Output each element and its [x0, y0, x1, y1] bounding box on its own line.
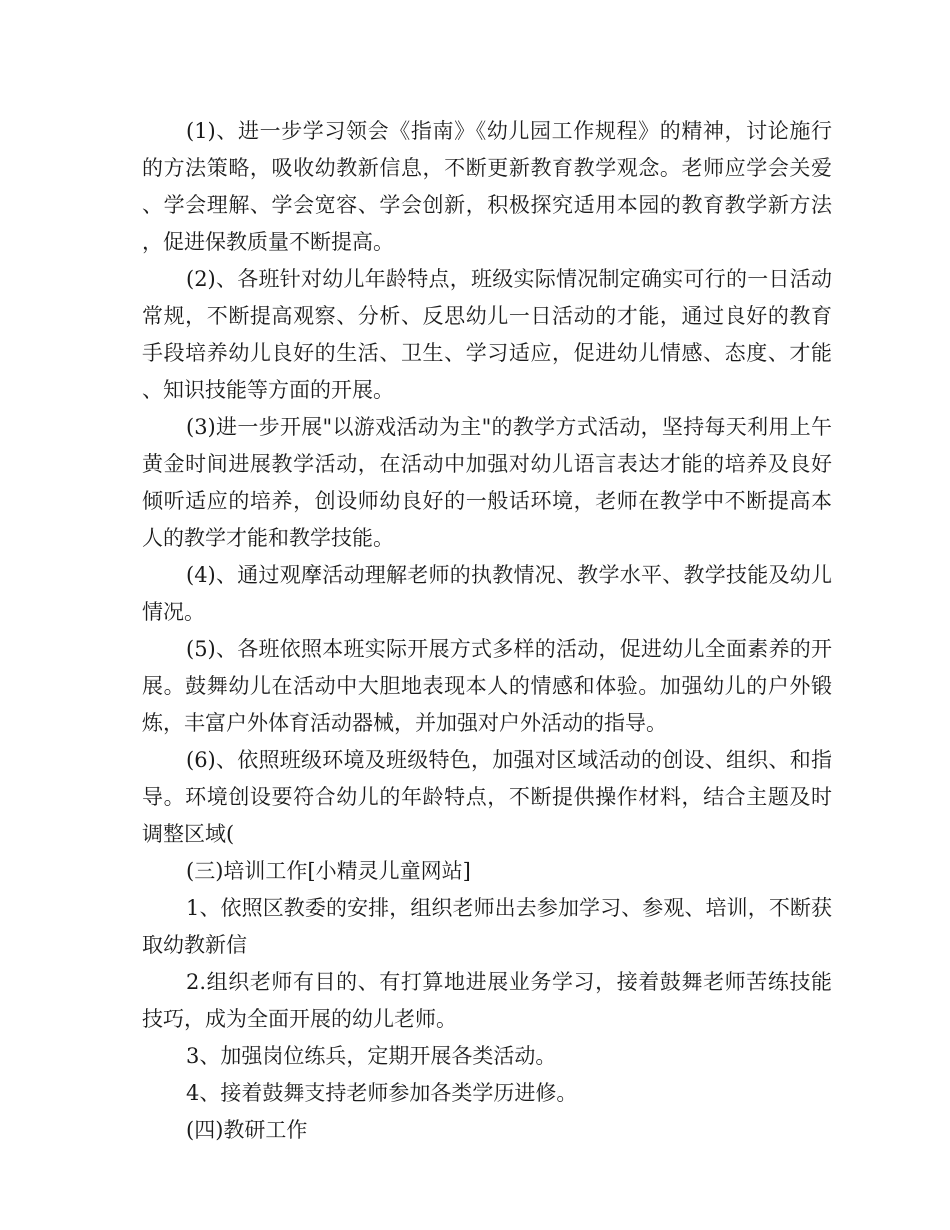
document-body — [142, 113, 832, 1149]
training-item-4: 4、接着鼓舞支持老师参加各类学历进修。 — [186, 1081, 578, 1105]
section-heading-training: (三)培训工作[小精灵儿童网站] — [186, 859, 471, 883]
training-item-3: 3、加强岗位练兵，定期开展各类活动。 — [186, 1044, 557, 1068]
training-item-1: 1、依照区教委的安排，组织老师出去参加学习、参观、培训，不断获取幼教新信 — [142, 896, 832, 957]
paragraph-4: (4)、通过观摩活动理解老师的执教情况、教学水平、教学技能及幼儿情况。 — [142, 563, 832, 624]
training-item-2: 2.组织老师有目的、有打算地进展业务学习，接着鼓舞老师苦练技能技巧，成为全面开展的幼儿老师。 — [142, 970, 832, 1031]
paragraph-3: (3)进一步开展"以游戏活动为主"的教学方式活动，坚持每天利用上午黄金时间进展教学活动，在活动中加强对幼儿语言表达才能的培养及良好倾听适应的培养，创设师幼良好的一般话环境，老师在教学中不断提高本人的教学才能和教学技能。 — [142, 415, 832, 550]
paragraph-1: (1)、进一步学习领会《指南》《幼儿园工作规程》的精神，讨论施行的方法策略，吸收幼教新信息，不断更新教育教学观念。老师应学会关爱、学会理解、学会宽容、学会创新，积极探究适用本园的教育教学新方法，促进保教质量不断提高。 — [142, 119, 832, 254]
paragraph-6: (6)、依照班级环境及班级特色，加强对区域活动的创设、组织、和指导。环境创设要符合幼儿的年龄特点，不断提供操作材料，结合主题及时调整区域( — [142, 748, 832, 846]
paragraph-5: (5)、各班依照本班实际开展方式多样的活动，促进幼儿全面素养的开展。鼓舞幼儿在活动中大胆地表现本人的情感和体验。加强幼儿的户外锻炼，丰富户外体育活动器械，并加强对户外活动的指导。 — [142, 637, 832, 735]
section-heading-research: (四)教研工作 — [186, 1118, 308, 1142]
paragraph-2: (2)、各班针对幼儿年龄特点，班级实际情况制定确实可行的一日活动常规，不断提高观察、分析、反思幼儿一日活动的才能，通过良好的教育手段培养幼儿良好的生活、卫生、学习适应，促进幼儿情感、态度、才能、知识技能等方面的开展。 — [142, 267, 832, 402]
